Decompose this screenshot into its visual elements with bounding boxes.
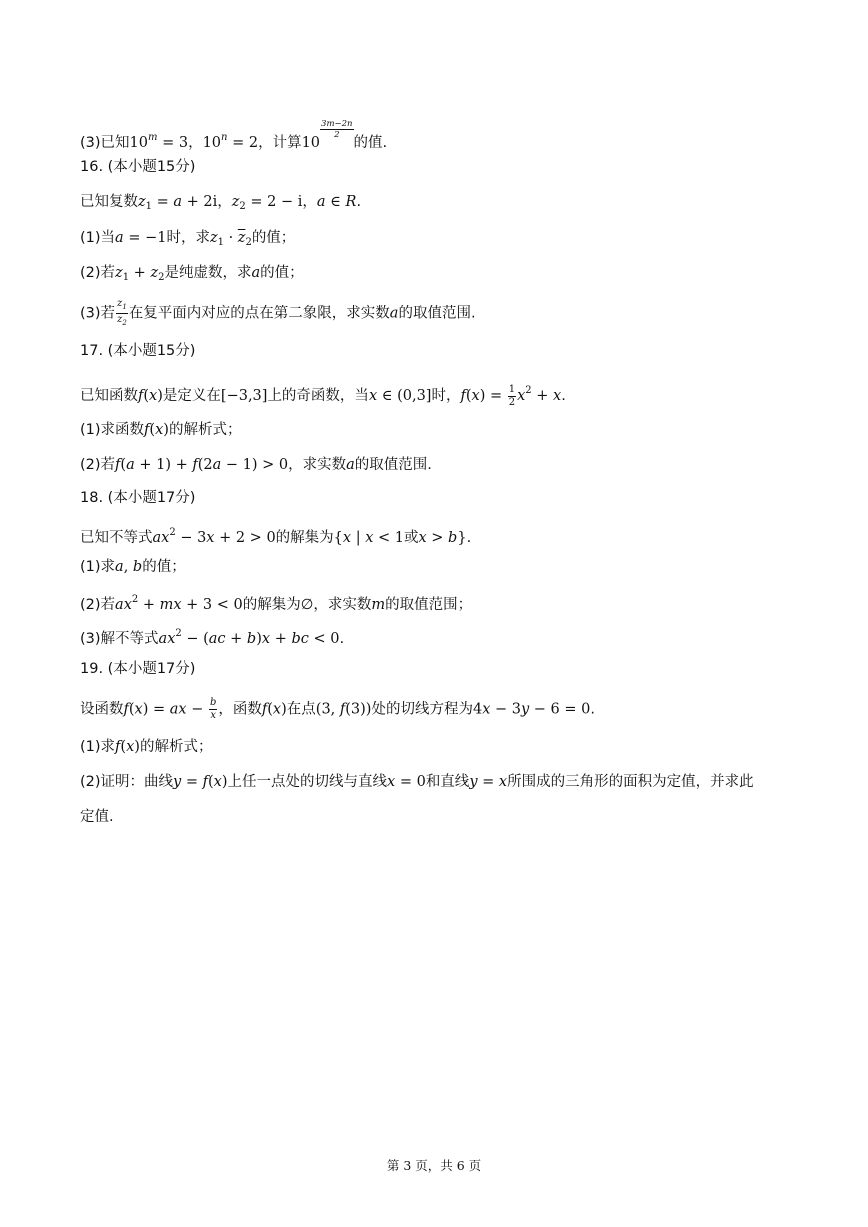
q19-stem: 设函数f(x) = ax − $\frac{b}{x}$ ，函数f(x)在点(3, f(3))处的切线方程为4x − 3y − 6 = 0. <box>80 697 595 721</box>
q16-part1: (1)当a = −1时，求$z_1 \cdot \overline{z}_2$的值； <box>80 230 296 248</box>
q19-part2: (2)证明：曲线y = f(x)上任一点处的切线与直线x = 0和直线y = x所围成的三角形的面积为定值，并求此 <box>80 774 754 790</box>
q15-part3: (3)已知10$^m$ = 3，10$^n$ = 2，计算10 $\frac{3m-2n}{2}$ 的值. <box>80 119 388 151</box>
q19-part2-continued: 定值. <box>80 809 114 825</box>
q19-heading: 19. (本小题17分) <box>80 661 196 677</box>
q17-part1: (1)求函数f(x)的解析式； <box>80 422 242 438</box>
q16-stem: 已知复数$z_1 = a + 2i$，$z_2 = 2 - i$，a ∈ R. <box>80 194 362 212</box>
q18-heading: 18. (本小题17分) <box>80 490 196 506</box>
q18-part3: (3)解不等式$ax^2 - (ac + b)x$ + bc < 0. <box>80 628 345 647</box>
q17-heading: 17. (本小题15分) <box>80 343 196 359</box>
q17-stem: 已知函数f(x)是定义在[−3,3]上的奇函数，当x ∈ (0,3]时，f(x) = $\frac{1}{2}$ $x^2 + x$. <box>80 383 566 408</box>
q16-part2: (2)若$z_1 + z_2$是纯虚数，求a的值； <box>80 265 304 283</box>
q18-part1: (1)求a, b的值； <box>80 559 186 575</box>
q17-part2: (2)若f(a + 1) + f(2a − 1) > 0，求实数a的取值范围. <box>80 457 432 473</box>
q16-part3: (3)若 $\frac{z_1}{z_2}$ 在复平面内对应的点在第二象限，求实数a的取值范围. <box>80 298 476 327</box>
q18-part2: (2)若$ax^2$ + mx + 3 < 0的解集为∅，求实数m的取值范围； <box>80 594 473 613</box>
page-footer: 第 3 页，共 6 页 <box>386 1158 482 1173</box>
q19-part1: (1)求f(x)的解析式； <box>80 739 213 755</box>
q18-stem: 已知不等式$ax^2 - 3x + 2 > 0$的解集为{x | x < 1或x > b}. <box>80 527 472 546</box>
q16-heading: 16. (本小题15分) <box>80 159 196 175</box>
